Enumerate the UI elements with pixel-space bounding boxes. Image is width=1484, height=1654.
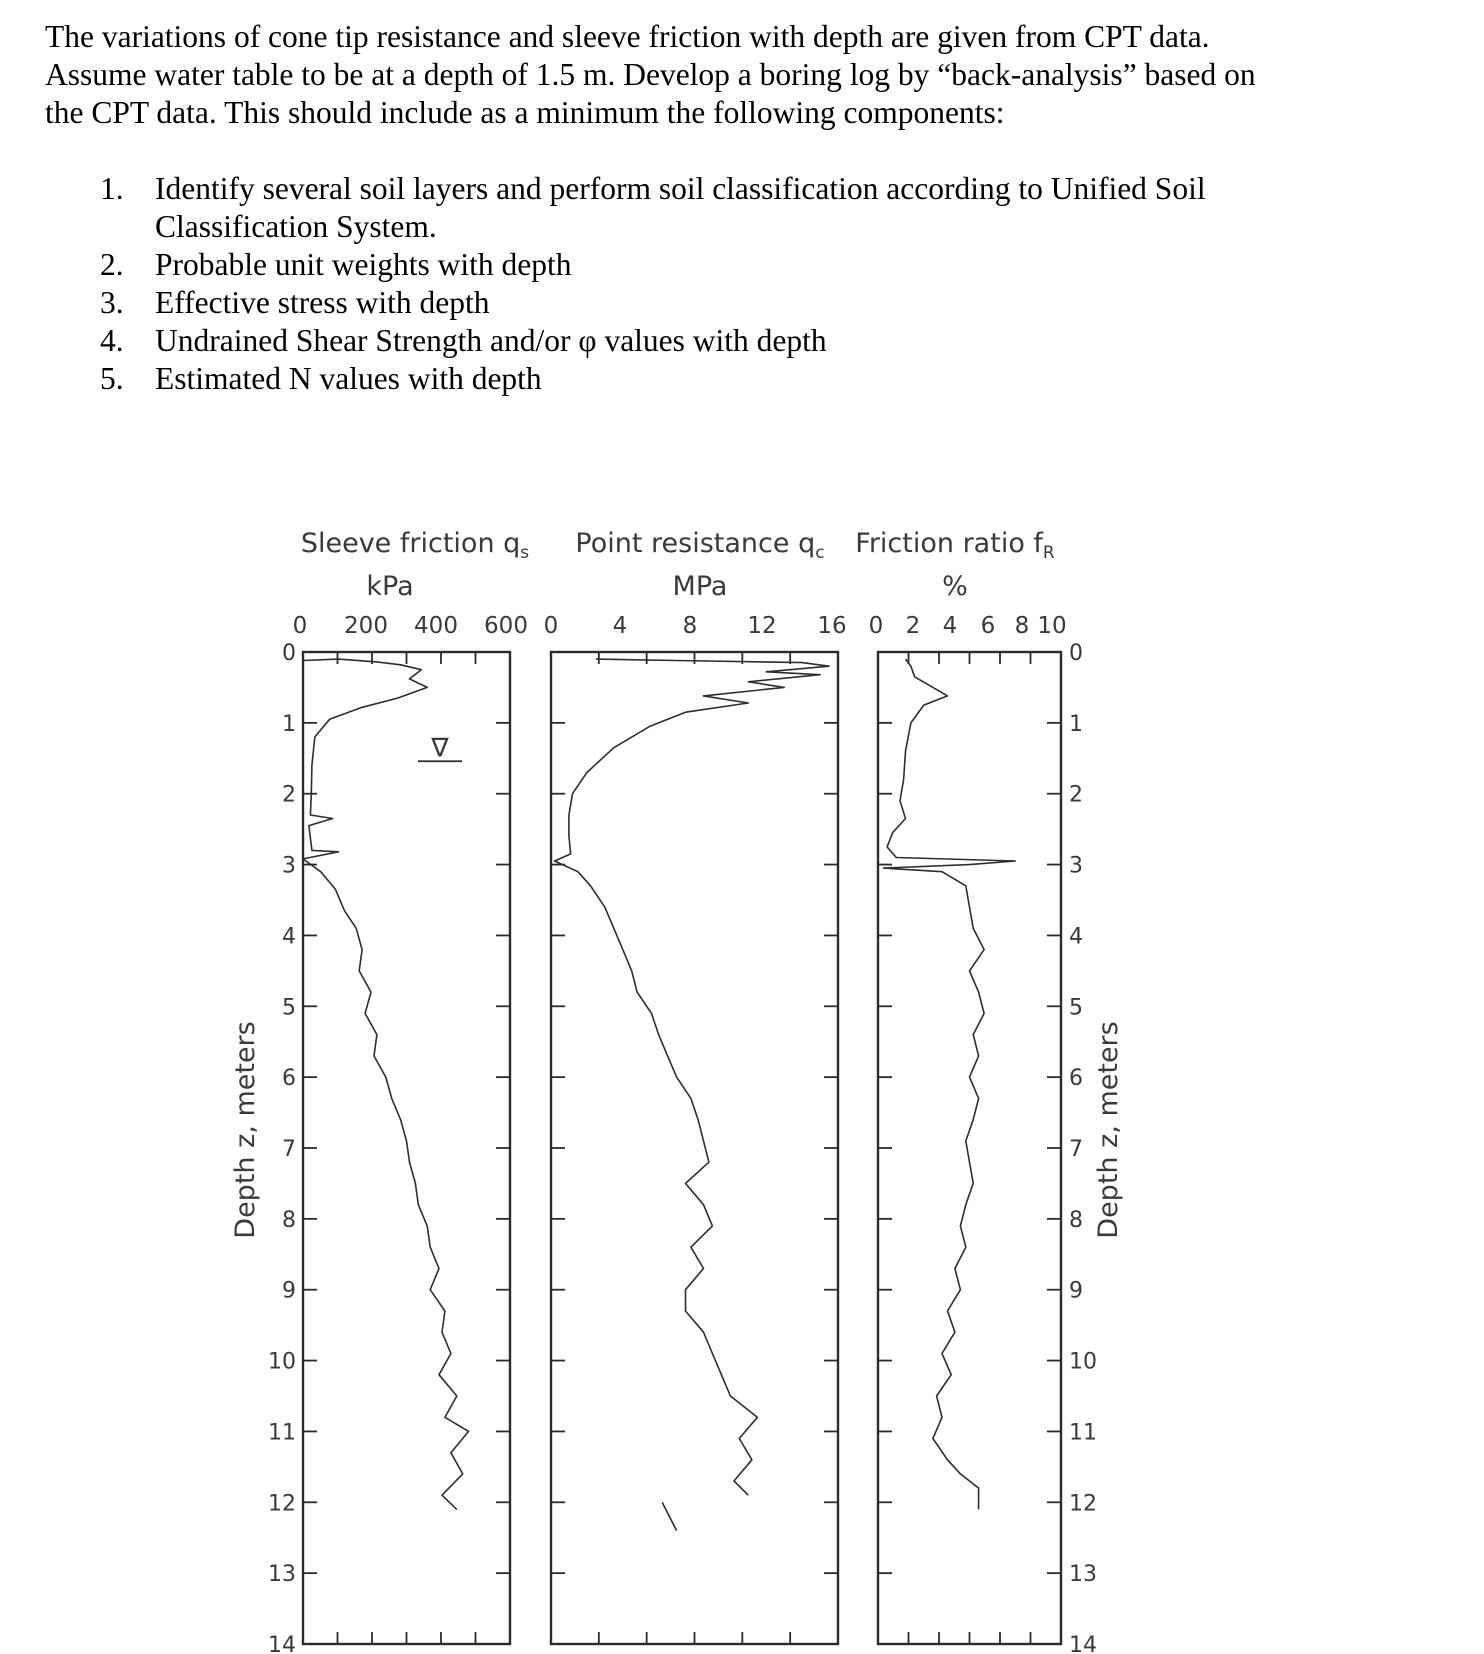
y-tick-label-left: 4 [282,924,296,950]
x-tick-label: 600 [484,613,528,639]
x-tick-label: 10 [1037,613,1067,639]
y-tick-label-right: 12 [1069,1491,1097,1517]
panel-title: Point resistance $q_c$ [575,528,825,563]
x-tick-label: 4 [942,613,958,639]
y-tick-label-left: 0 [282,641,296,666]
task-text-continued: Classification System. [155,209,437,244]
panel-unit: kPa [366,571,414,602]
task-number: 4. [100,323,124,358]
y-tick-label-right: 13 [1069,1562,1097,1588]
y-tick-label-left: 3 [282,853,296,879]
y-tick-label-right: 1 [1069,711,1083,737]
x-tick-label: 0 [292,613,308,639]
y-tick-label-right: 8 [1069,1207,1083,1233]
panel-title: Sleeve friction $q_s$ [300,528,530,563]
series-line [884,659,1016,1509]
x-tick-label: 400 [414,613,458,639]
y-axis-label-right: Depth z, meters [1093,1021,1124,1239]
y-tick-label-right: 0 [1069,641,1083,666]
panel-unit: MPa [672,571,728,602]
y-tick-label-right: 14 [1069,1633,1097,1654]
water-table-symbol: ∇ [431,733,449,764]
task-text: Undrained Shear Strength and/or φ values with depth [155,323,827,358]
task-text: Identify several soil layers and perform soil classification according to Unified Soil [155,171,1206,206]
x-tick-label: 200 [344,613,388,639]
y-tick-label-left: 8 [282,1207,296,1233]
y-axis-label-left: Depth z, meters [230,1021,261,1239]
series-line [303,659,469,1509]
series-line [662,1502,676,1530]
panel-unit: % [942,571,968,602]
y-tick-label-left: 13 [268,1562,296,1588]
task-number: 5. [100,361,124,396]
water-table-marker [418,733,462,763]
y-tick-label-left: 10 [268,1349,296,1375]
x-tick-label: 6 [980,613,996,639]
y-tick-label-left: 14 [268,1633,296,1654]
cpt-panel [293,528,530,1644]
task-number: 2. [100,247,124,282]
y-tick-label-right: 6 [1069,1066,1083,1092]
x-tick-label: 8 [1014,613,1030,639]
y-tick-label-right: 7 [1069,1137,1083,1162]
task-text: Probable unit weights with depth [155,247,572,282]
y-tick-label-left: 7 [282,1137,296,1162]
y-tick-label-left: 12 [268,1491,296,1517]
x-tick-label: 2 [905,613,921,639]
y-tick-label-right: 5 [1069,995,1083,1021]
problem-line-1: The variations of cone tip resistance and sleeve friction with depth are given from CPT data. [45,19,1210,54]
x-tick-label: 0 [543,613,559,639]
x-tick-label: 8 [682,613,698,639]
y-tick-label-left: 5 [282,995,296,1021]
cpt-panel [544,528,847,1644]
y-tick-label-left: 9 [282,1278,296,1304]
task-number: 3. [100,285,124,320]
y-tick-label-right: 10 [1069,1349,1097,1375]
y-tick-label-right: 4 [1069,924,1083,950]
panel-frame [878,652,1061,1644]
y-tick-label-right: 11 [1069,1420,1097,1446]
y-tick-label-left: 6 [282,1066,296,1092]
x-tick-label: 0 [868,613,884,639]
series-line [555,659,829,1495]
y-tick-label-left: 2 [282,782,296,808]
y-tick-label-right: 2 [1069,782,1083,808]
cpt-panel [855,528,1066,1644]
problem-line-3: the CPT data. This should include as a minimum the following components: [45,95,1005,130]
panel-frame [303,652,510,1644]
x-tick-label: 16 [817,613,847,639]
task-text: Effective stress with depth [155,285,490,320]
problem-line-2: Assume water table to be at a depth of 1.5 m. Develop a boring log by “back-analysis” based on [45,57,1256,92]
panel-frame [551,652,838,1644]
panel-title: Friction ratio $f_R$ [855,528,1055,563]
task-text: Estimated N values with depth [155,361,542,396]
x-tick-label: 12 [747,613,777,639]
y-tick-label-right: 9 [1069,1278,1083,1304]
y-tick-label-left: 1 [282,711,296,737]
y-tick-label-right: 3 [1069,853,1083,879]
y-tick-label-left: 11 [268,1420,296,1446]
task-number: 1. [100,171,124,206]
x-tick-label: 4 [612,613,628,639]
